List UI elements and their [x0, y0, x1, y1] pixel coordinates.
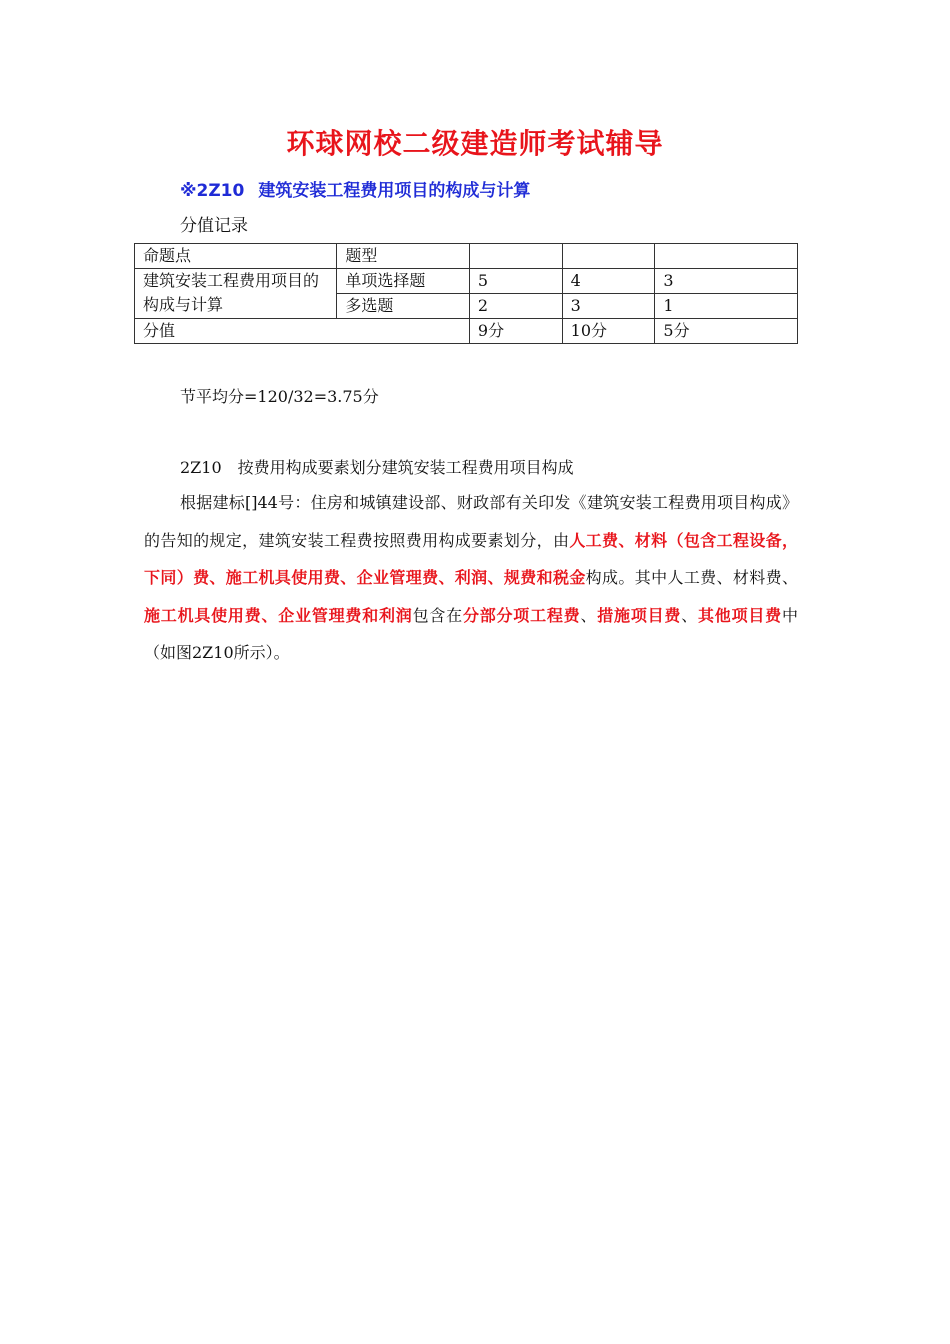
value-cell: 4: [562, 269, 655, 294]
total-value: 9分: [469, 319, 562, 344]
total-value: 10分: [562, 319, 655, 344]
paragraph-text: 、: [681, 605, 698, 625]
score-record-label: 分值记录: [180, 216, 248, 236]
total-label: 分值: [135, 319, 470, 344]
section-heading: [180, 455, 574, 478]
header-type: 题型: [337, 244, 470, 269]
emphasis-text: 人工费、材料（包含工程设备，下同）费、施工机具使用费、企业管理费、利润、规费和税金: [144, 530, 798, 587]
topic-cell: 建筑安装工程费用项目的构成与计算: [135, 269, 337, 319]
emphasis-text: 其他项目费: [698, 605, 782, 625]
chapter-title: 建筑安装工程费用项目的构成与计算: [258, 181, 531, 201]
chapter-code: ※2Z10: [180, 181, 245, 201]
section-title: 按费用构成要素划分建筑安装工程费用项目构成: [237, 458, 574, 477]
value-cell: 3: [562, 294, 655, 319]
paragraph-text: 、: [580, 605, 598, 625]
average-score: 节平均分=120/32=3.75分: [180, 387, 379, 406]
value-cell: 5: [469, 269, 562, 294]
paragraph-text: 中（如图2Z10所示）。: [144, 605, 798, 662]
chapter-heading: [180, 176, 530, 201]
table-header-row: [135, 244, 798, 269]
emphasis-text: 措施项目费: [597, 605, 682, 625]
value-cell: 2: [469, 294, 562, 319]
value-cell: 1: [655, 294, 798, 319]
header-col5: [655, 244, 798, 269]
header-topic: 命题点: [135, 244, 337, 269]
type-cell: 单项选择题: [337, 269, 470, 294]
type-cell: 多选题: [337, 294, 470, 319]
paragraph-text: 构成。其中人工费、材料费、: [585, 568, 798, 587]
score-table: [134, 243, 798, 344]
paragraph-text: 包含在: [412, 605, 463, 625]
emphasis-text: 施工机具使用费、企业管理费和利润: [144, 605, 413, 625]
table-total-row: [135, 319, 798, 344]
document-title: 环球网校二级建造师考试辅导: [286, 127, 664, 160]
table-row: [135, 269, 798, 294]
total-value: 5分: [655, 319, 798, 344]
header-col3: [469, 244, 562, 269]
header-col4: [562, 244, 655, 269]
paragraph-text: 根据建标[]44号：住房和城镇建设部、财政部有关印发《建筑安装工程费用项目构成》的告知的规定，建筑安装工程费按照费用构成要素划分，由: [144, 493, 798, 550]
body-paragraph: [144, 484, 798, 672]
value-cell: 3: [655, 269, 798, 294]
section-code: 2Z10: [180, 458, 222, 477]
emphasis-text: 分部分项工程费: [462, 605, 581, 625]
